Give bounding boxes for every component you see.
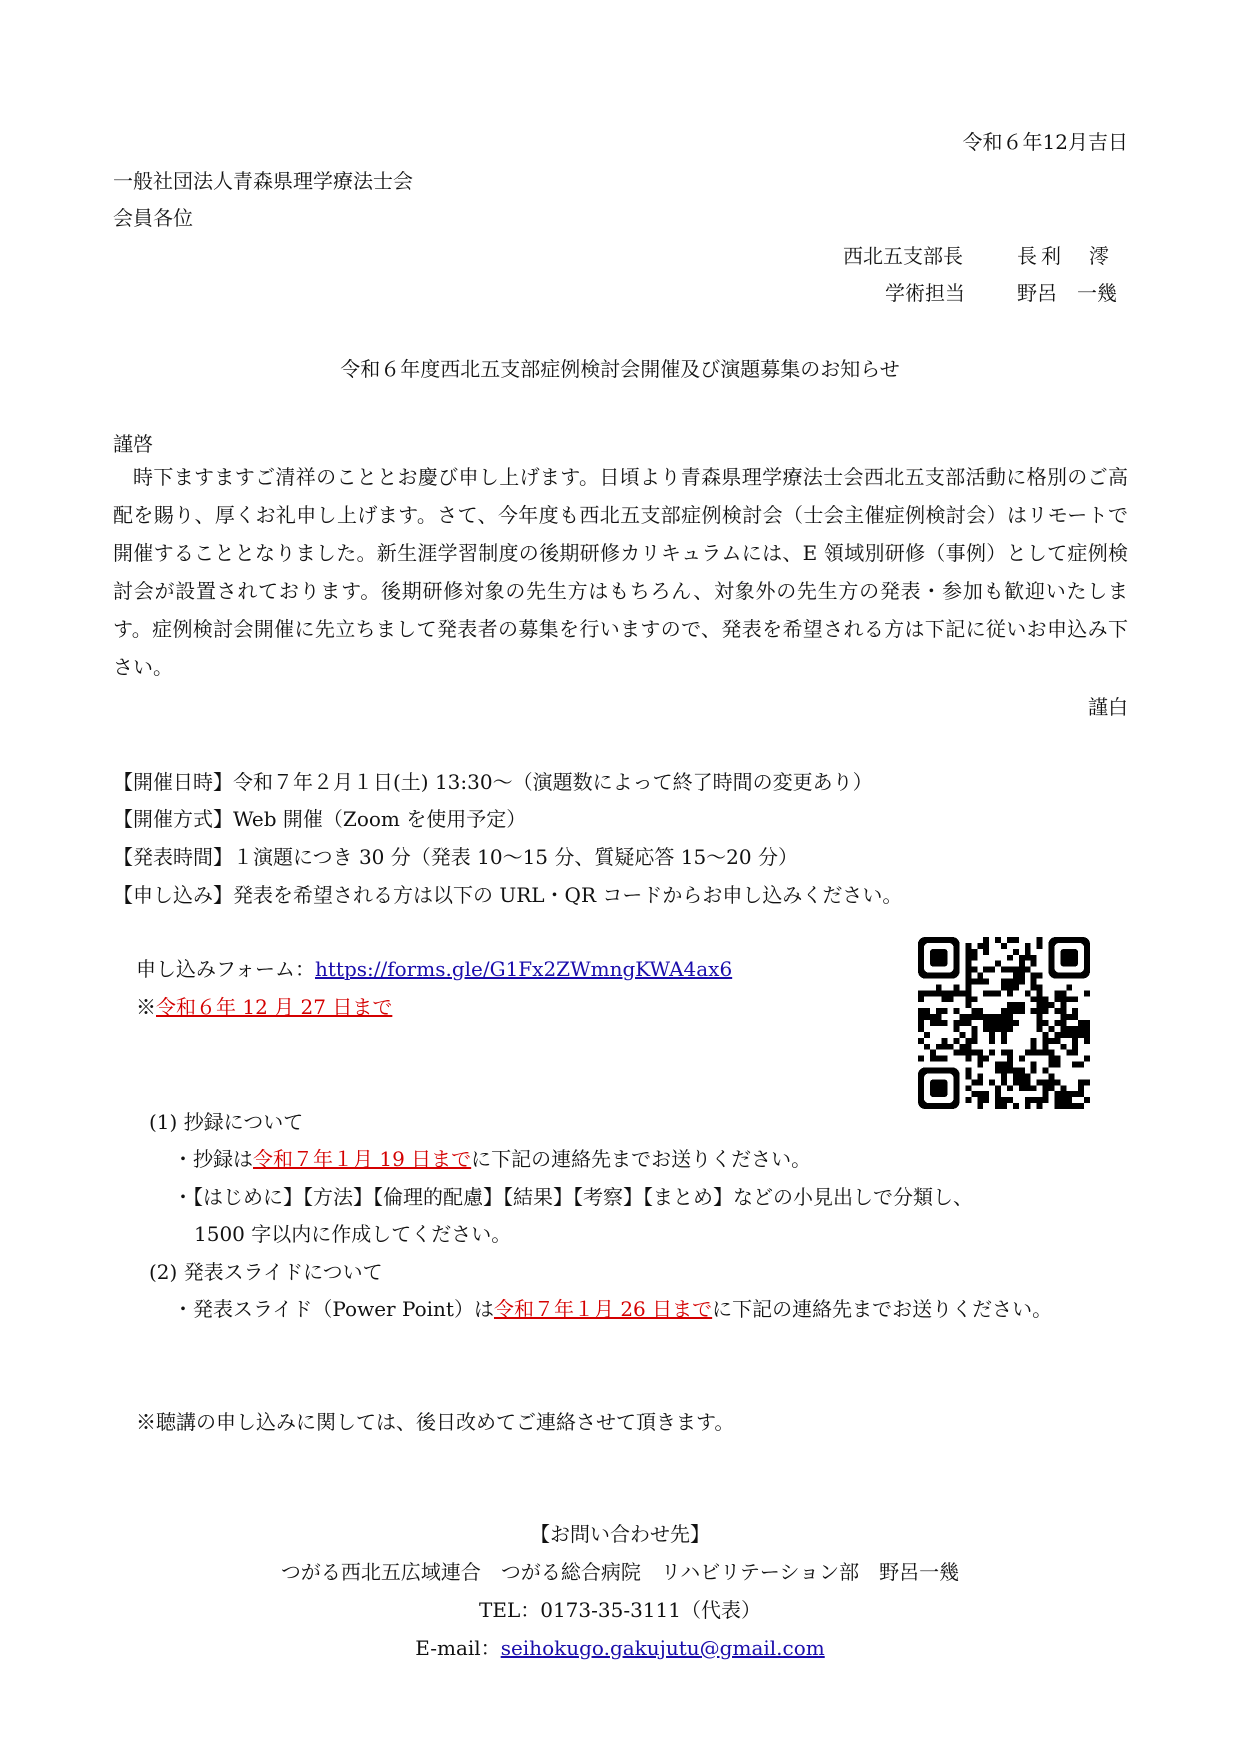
contact-tel: TEL：0173-35-3111（代表） [479, 1598, 761, 1622]
sender-name-2: 野呂 一幾 [1017, 281, 1117, 305]
sender-role-1: 西北五支部長 [843, 244, 963, 268]
slides-line-post: に下記の連絡先までお送りください。 [712, 1297, 1053, 1321]
document-date: 令和６年12月吉日 [962, 130, 1128, 154]
detail-label: 【申し込み】 [113, 883, 233, 907]
contact-heading: 【お問い合わせ先】 [530, 1522, 710, 1546]
detail-text: 令和７年２月１日(土) 13:30～（演題数によって終了時間の変更あり） [233, 770, 873, 794]
contact-email-line [0, 1632, 1240, 1661]
detail-label: 【開催日時】 [113, 770, 233, 794]
form-label: 申し込みフォーム： [136, 957, 315, 981]
email-label: E-mail： [415, 1636, 501, 1660]
slides-line-pre: ・発表スライド（Power Point）は [173, 1297, 494, 1321]
detail-label: 【発表時間】 [113, 845, 233, 869]
detail-label: 【開催方式】 [113, 807, 233, 831]
sender-role-2: 学術担当 [885, 281, 965, 305]
abstract-deadline: 令和７年１月 19 日まで [253, 1147, 472, 1171]
detail-row [113, 879, 902, 908]
contact-org: つがる西北五広域連合 つがる総合病院 リハビリテーション部 野呂一幾 [280, 1560, 960, 1584]
detail-row [113, 766, 873, 795]
deadline-prefix: ※ [136, 995, 156, 1019]
abstract-line-1 [173, 1143, 811, 1172]
abstract-heading: (1) 抄録について [149, 1110, 304, 1134]
abstract-line-2: ・【はじめに】【方法】【倫理的配慮】【結果】【考察】【まとめ】などの小見出しで分類し、 [173, 1185, 973, 1209]
greeting-open: 謹啓 [113, 432, 153, 456]
slides-deadline: 令和７年１月 26 日まで [493, 1297, 713, 1321]
qr-code[interactable] [918, 937, 1090, 1109]
document-title: 令和６年度西北五支部症例検討会開催及び演題募集のお知らせ [340, 357, 900, 381]
abstract-line-1-pre: ・抄録は [173, 1147, 253, 1171]
email-link[interactable]: seihokugo.gakujutu@gmail.com [500, 1636, 825, 1660]
dinosaur-icon [977, 1002, 1024, 1044]
recipient-org: 一般社団法人青森県理学療法士会 [113, 169, 413, 193]
detail-text: １演題につき 30 分（発表 10～15 分、質疑応答 15～20 分） [233, 845, 798, 869]
form-url-link[interactable]: https://forms.gle/G1Fx2ZWmngKWA4ax6 [315, 957, 733, 981]
detail-text: Web 開催（Zoom を使用予定） [233, 807, 527, 831]
deadline-date: 令和６年 12 月 27 日まで [156, 995, 393, 1019]
form-deadline [136, 991, 392, 1020]
recipient-members: 会員各位 [113, 206, 193, 230]
slides-heading: (2) 発表スライドについて [149, 1260, 383, 1284]
detail-row [113, 803, 526, 832]
sender-name-1: 長利 澪 [1017, 244, 1113, 268]
attendance-note: ※聴講の申し込みに関しては、後日改めてご連絡させて頂きます。 [136, 1410, 735, 1434]
abstract-line-1-post: に下記の連絡先までお送りください。 [471, 1147, 812, 1171]
greeting-close: 謹白 [1088, 695, 1128, 719]
detail-text: 発表を希望される方は以下の URL・QR コードからお申し込みください。 [233, 883, 903, 907]
detail-row [113, 841, 798, 870]
form-line [136, 953, 732, 982]
body-paragraph: 時下ますますご清祥のこととお慶び申し上げます。日頃より青森県理学療法士会西北五支部活動に格別のご高配を賜り、厚くお礼申し上げます。さて、今年度も西北五支部症例検討会（士会主催症例検討会）はリモートで開催することとなりました。新生涯学習制度の後期研修カリキュラムには、E 領域別研修（事例）として症例検討会が設置されております。後期研修対象の先生方はもちろん、対象外の先生方の発表・参加も歓迎いたします。症例検討会開催に先立ちまして発表者の募集を行いますので、発表を希望される方は下記に従いお申込み下さい。 [113, 465, 1128, 679]
slides-line [173, 1293, 1052, 1322]
abstract-line-3: 1500 字以内に作成してください。 [194, 1222, 512, 1246]
